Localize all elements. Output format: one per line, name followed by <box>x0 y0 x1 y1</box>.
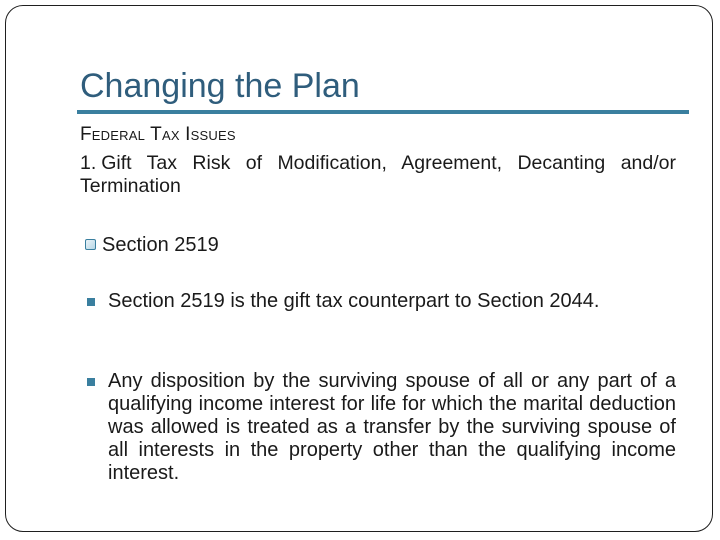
checkbox-bullet-icon <box>85 239 96 250</box>
title-underline <box>77 110 689 114</box>
slide-title: Changing the Plan <box>80 67 360 105</box>
subheading: Federal Tax Issues <box>80 124 236 145</box>
issue-heading <box>80 152 676 198</box>
slide <box>5 5 713 532</box>
bullet-item <box>87 290 676 313</box>
section-label: Section 2519 <box>102 234 219 256</box>
issue-text: Gift Tax Risk of Modification, Agreement, Decanting and/or Termination <box>80 152 676 197</box>
issue-number: 1. <box>80 152 97 174</box>
bullet-text: Any disposition by the surviving spouse of all or any part of a qualifying income interest for life for which the marital deduction was allowed is treated as a transfer by the surviving spouse of all interests in the property other than the qualifying income interest. <box>108 370 676 484</box>
square-bullet-icon <box>87 378 95 386</box>
bullet-item <box>87 370 676 485</box>
bullet-text: Section 2519 is the gift tax counterpart to Section 2044. <box>108 290 600 312</box>
section-item <box>85 232 219 258</box>
square-bullet-icon <box>87 298 95 306</box>
